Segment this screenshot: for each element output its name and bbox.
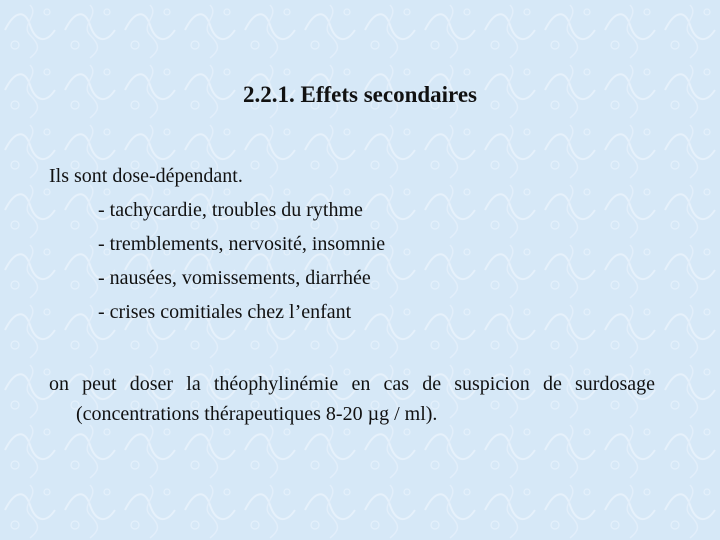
- list-item: - tachycardie, troubles du rythme: [98, 199, 363, 221]
- slide-title: 2.2.1. Effets secondaires: [242, 82, 478, 107]
- dosage-note: on peut doser la théophylinémie en cas de suspicion de surdosage (concentrations thérapeutiques 8-20 µg / ml).: [49, 373, 655, 425]
- list-item: - tremblements, nervosité, insomnie: [98, 233, 386, 255]
- list-item: - nausées, vomissements, diarrhée: [98, 267, 371, 289]
- side-effects-list: [98, 197, 385, 333]
- intro-text: Ils sont dose-dépendant.: [49, 165, 243, 187]
- list-item: - crises comitiales chez l’enfant: [98, 301, 352, 323]
